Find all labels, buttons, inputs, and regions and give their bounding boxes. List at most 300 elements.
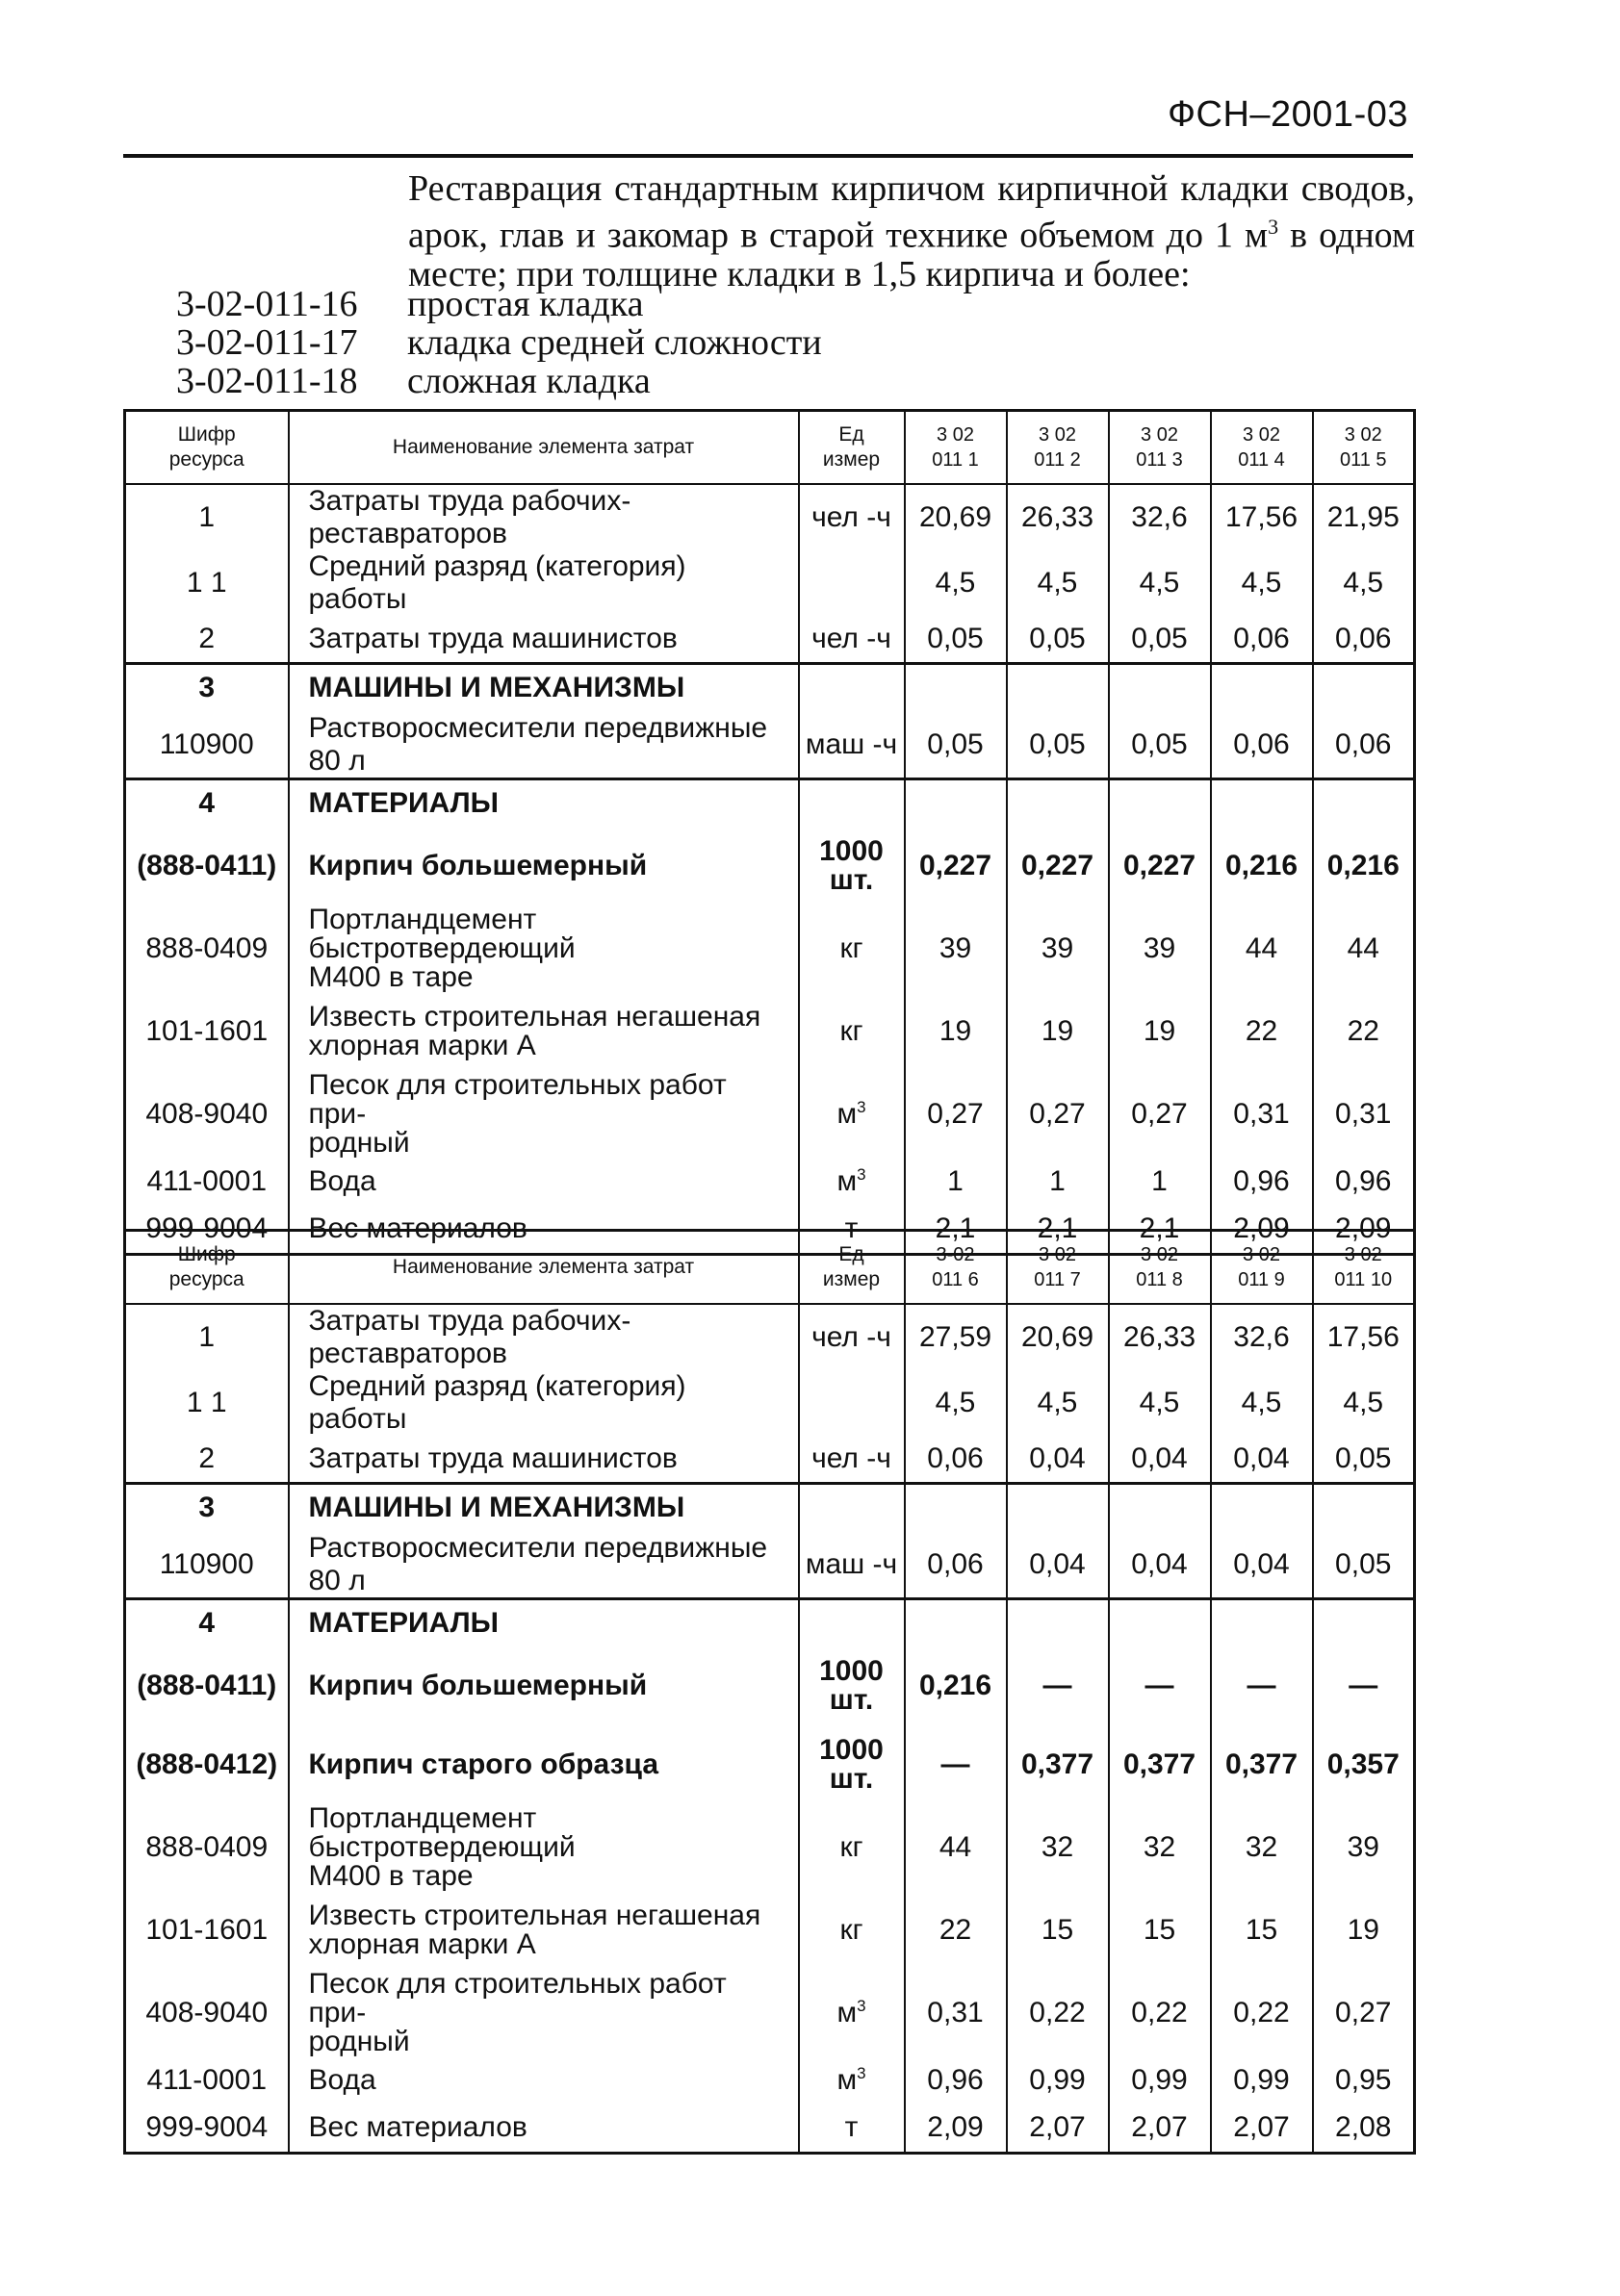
cell-resource-code: 1 bbox=[125, 484, 289, 550]
cell-value: 19 bbox=[1109, 992, 1211, 1071]
table-row bbox=[125, 1970, 1415, 2056]
cell-value: 2,09 bbox=[1211, 1206, 1313, 1254]
cell-value: 39 bbox=[905, 906, 1007, 992]
cell-unit-l2: шт. bbox=[829, 864, 874, 896]
cell-value: 0,06 bbox=[905, 1436, 1007, 1484]
cell-unit-text: чел -ч bbox=[811, 500, 891, 533]
cell-value: 0,227 bbox=[1109, 827, 1211, 906]
cell-name bbox=[289, 1970, 799, 2056]
header-norm-col bbox=[905, 411, 1007, 484]
cell-value: 1 bbox=[1007, 1158, 1109, 1206]
cell-unit-base: м bbox=[836, 1997, 858, 2028]
header-code bbox=[125, 1231, 289, 1304]
table-row bbox=[125, 1158, 1415, 1206]
table-row bbox=[125, 616, 1415, 664]
cell-value: 0,96 bbox=[1313, 1158, 1415, 1206]
cell-value: 32 bbox=[1007, 1804, 1109, 1891]
cell-value: 2,1 bbox=[1007, 1206, 1109, 1254]
table-row bbox=[125, 1646, 1415, 1725]
cell-name bbox=[289, 2105, 799, 2153]
cell-empty bbox=[1211, 778, 1313, 827]
cell-resource-code: 110900 bbox=[125, 1532, 289, 1599]
cell-name-text: Растворосмесители передвижные 80 л bbox=[308, 711, 768, 777]
resource-table-1 bbox=[123, 409, 1416, 1256]
cell-unit-text: кг bbox=[839, 1831, 863, 1863]
cell-name-text: Растворосмесители передвижные 80 л bbox=[308, 1531, 768, 1596]
cell-resource-code: 411-0001 bbox=[125, 1158, 289, 1206]
cell-unit-text: кг bbox=[839, 932, 863, 964]
cell-value: 0,377 bbox=[1211, 1725, 1313, 1804]
header-name: Наименование элемента затрат bbox=[289, 411, 799, 484]
cell-section-title: МАШИНЫ И МЕХАНИЗМЫ bbox=[289, 664, 799, 712]
cell-name-text: Затраты труда рабочих-реставраторов bbox=[308, 484, 631, 549]
header-norm-col-l1: 3 02 bbox=[1141, 1243, 1178, 1265]
document-code: ФСН–2001-03 bbox=[1168, 94, 1408, 135]
cell-section-title: МАШИНЫ И МЕХАНИЗМЫ bbox=[289, 1484, 799, 1532]
cell-value: 19 bbox=[1007, 992, 1109, 1071]
cell-value: 15 bbox=[1109, 1891, 1211, 1970]
cell-name-text: Затраты труда машинистов bbox=[308, 622, 678, 654]
cell-name bbox=[289, 992, 799, 1071]
cell-value: — bbox=[1007, 1646, 1109, 1725]
cell-unit-text: чел -ч bbox=[811, 1320, 891, 1353]
cell-value: 0,06 bbox=[905, 1532, 1007, 1599]
cell-empty bbox=[799, 778, 905, 827]
cell-name-l2: хлорная марки А bbox=[308, 1030, 536, 1061]
cell-resource-code: 1 1 bbox=[125, 550, 289, 616]
cell-value: 4,5 bbox=[905, 550, 1007, 616]
cell-value: 0,05 bbox=[905, 712, 1007, 779]
norm-code-row bbox=[176, 362, 822, 400]
cell-value: 15 bbox=[1211, 1891, 1313, 1970]
cell-value: 26,33 bbox=[1007, 484, 1109, 550]
cell-unit-text: чел -ч bbox=[811, 1441, 891, 1474]
cell-unit bbox=[799, 616, 905, 664]
cell-unit-l1: 1000 bbox=[819, 1734, 884, 1766]
cell-unit bbox=[799, 1532, 905, 1599]
cell-unit-base: м bbox=[836, 1098, 858, 1130]
cell-value: 0,04 bbox=[1007, 1436, 1109, 1484]
header-unit bbox=[799, 1231, 905, 1304]
cell-name-l1: Известь строительная негашеная bbox=[308, 1900, 761, 1931]
cell-value: — bbox=[905, 1725, 1007, 1804]
cell-unit-sup: 3 bbox=[857, 1997, 866, 2015]
table-row bbox=[125, 827, 1415, 906]
norm-code-label: кладка средней сложности bbox=[407, 322, 822, 363]
cell-resource-code: 110900 bbox=[125, 712, 289, 779]
cell-empty bbox=[1313, 1484, 1415, 1532]
norm-code-label: простая кладка bbox=[407, 284, 644, 324]
cell-unit-base: м bbox=[836, 2064, 858, 2096]
cell-empty bbox=[905, 778, 1007, 827]
cell-resource-code: 408-9040 bbox=[125, 1970, 289, 2056]
cell-value: 2,1 bbox=[1109, 1206, 1211, 1254]
header-code bbox=[125, 411, 289, 484]
cell-name bbox=[289, 616, 799, 664]
cell-empty bbox=[1313, 778, 1415, 827]
header-name: Наименование элемента затрат bbox=[289, 1231, 799, 1304]
cell-value: 1 bbox=[905, 1158, 1007, 1206]
cell-unit bbox=[799, 1725, 905, 1804]
cell-value: 2,07 bbox=[1109, 2105, 1211, 2153]
cell-unit-l1: 1000 bbox=[819, 1655, 884, 1687]
cell-empty bbox=[1313, 1598, 1415, 1646]
header-norm-col-l2: 011 1 bbox=[932, 448, 979, 471]
cell-resource-code: (888-0412) bbox=[125, 1725, 289, 1804]
cell-name bbox=[289, 1436, 799, 1484]
header-norm-col-l2: 011 3 bbox=[1136, 448, 1183, 471]
cell-value: 4,5 bbox=[1211, 1370, 1313, 1436]
cell-value: 0,27 bbox=[1313, 1970, 1415, 2056]
cell-value: 2,09 bbox=[905, 2105, 1007, 2153]
cell-name bbox=[289, 1725, 799, 1804]
cell-value: 0,05 bbox=[1007, 712, 1109, 779]
section-row bbox=[125, 1484, 1415, 1532]
cell-value: 44 bbox=[1313, 906, 1415, 992]
cell-unit-text: маш -ч bbox=[805, 727, 898, 760]
cell-empty bbox=[799, 664, 905, 712]
cell-name-l1: Портландцемент быстротвердеющий bbox=[308, 904, 576, 964]
table-row bbox=[125, 550, 1415, 616]
cell-unit bbox=[799, 1370, 905, 1436]
cell-value: 0,216 bbox=[1211, 827, 1313, 906]
norm-code-row bbox=[176, 285, 822, 323]
cell-value: 0,227 bbox=[1007, 827, 1109, 906]
cell-unit-text: кг bbox=[839, 1015, 863, 1047]
cell-name-text: Затраты труда машинистов bbox=[308, 1441, 678, 1474]
cell-unit-sup: 3 bbox=[857, 1098, 866, 1116]
cell-empty bbox=[799, 1484, 905, 1532]
header-unit-l2: измер bbox=[822, 1267, 881, 1290]
header-norm-col bbox=[1109, 1231, 1211, 1304]
cell-value: 0,06 bbox=[1313, 616, 1415, 664]
cell-empty bbox=[1007, 1598, 1109, 1646]
cell-value: 0,04 bbox=[1109, 1436, 1211, 1484]
cell-value: 0,27 bbox=[1007, 1071, 1109, 1158]
cell-name-l1: Песок для строительных работ при- bbox=[308, 1069, 727, 1130]
cell-value: 15 bbox=[1007, 1891, 1109, 1970]
cell-resource-code: (888-0411) bbox=[125, 1646, 289, 1725]
cell-value: 4,5 bbox=[1007, 1370, 1109, 1436]
table-header-row bbox=[125, 1231, 1415, 1304]
cell-unit-text: маш -ч bbox=[805, 1547, 898, 1580]
cell-resource-code: 3 bbox=[125, 664, 289, 712]
header-norm-col bbox=[1007, 1231, 1109, 1304]
cell-resource-code: 1 bbox=[125, 1304, 289, 1370]
cell-empty bbox=[1211, 1598, 1313, 1646]
section-row bbox=[125, 664, 1415, 712]
cell-unit-text: т bbox=[844, 2111, 859, 2144]
table-row bbox=[125, 906, 1415, 992]
cell-value: 0,04 bbox=[1211, 1532, 1313, 1599]
cell-empty bbox=[905, 1598, 1007, 1646]
cell-name-l2: хлорная марки А bbox=[308, 1928, 536, 1960]
cell-unit bbox=[799, 1304, 905, 1370]
cell-unit-sup: 3 bbox=[857, 2064, 866, 2082]
cell-name bbox=[289, 550, 799, 616]
cell-value: 39 bbox=[1313, 1804, 1415, 1891]
table-row bbox=[125, 1304, 1415, 1370]
cell-value: 27,59 bbox=[905, 1304, 1007, 1370]
cell-resource-code: 999-9004 bbox=[125, 1206, 289, 1254]
cell-name bbox=[289, 1158, 799, 1206]
cell-unit bbox=[799, 2056, 905, 2105]
cell-resource-code: (888-0411) bbox=[125, 827, 289, 906]
cell-empty bbox=[1007, 664, 1109, 712]
header-norm-col bbox=[1007, 411, 1109, 484]
cell-name-l2: родный bbox=[308, 1127, 410, 1159]
cell-name bbox=[289, 2056, 799, 2105]
header-code-l2: ресурса bbox=[168, 1267, 244, 1290]
table-row bbox=[125, 2056, 1415, 2105]
cell-resource-code: 1 1 bbox=[125, 1370, 289, 1436]
cell-unit bbox=[799, 992, 905, 1071]
header-norm-col-l1: 3 02 bbox=[1344, 1243, 1382, 1265]
cell-value: 0,04 bbox=[1007, 1532, 1109, 1599]
cell-value: 4,5 bbox=[1007, 550, 1109, 616]
cell-unit bbox=[799, 1158, 905, 1206]
cell-value: 0,04 bbox=[1109, 1532, 1211, 1599]
cell-value: 0,05 bbox=[1313, 1436, 1415, 1484]
norm-code: 3-02-011-18 bbox=[176, 361, 358, 401]
cell-value: 0,06 bbox=[1211, 712, 1313, 779]
cell-value: 0,95 bbox=[1313, 2056, 1415, 2105]
header-norm-col-l2: 011 6 bbox=[932, 1268, 979, 1290]
intro-text-b: в одном месте; при толщине кладки в 1,5 кирпича и более: bbox=[408, 215, 1415, 294]
resource-table-2 bbox=[123, 1229, 1416, 2155]
cell-name-text: Вода bbox=[308, 1165, 376, 1197]
cell-value: 0,05 bbox=[1109, 616, 1211, 664]
section-row bbox=[125, 778, 1415, 827]
cell-value: 0,99 bbox=[1211, 2056, 1313, 2105]
cell-value: 22 bbox=[905, 1891, 1007, 1970]
cell-empty bbox=[1109, 1598, 1211, 1646]
cell-unit bbox=[799, 1891, 905, 1970]
cell-unit bbox=[799, 712, 905, 779]
cell-value: 0,31 bbox=[905, 1970, 1007, 2056]
cell-empty bbox=[1007, 778, 1109, 827]
cell-name-text: Кирпич большемерный bbox=[308, 1670, 648, 1701]
table-row bbox=[125, 992, 1415, 1071]
cell-value: 0,04 bbox=[1211, 1436, 1313, 1484]
header-rule bbox=[123, 154, 1413, 158]
cell-value: 4,5 bbox=[1211, 550, 1313, 616]
cell-value: 0,27 bbox=[905, 1071, 1007, 1158]
cell-value: 39 bbox=[1109, 906, 1211, 992]
norm-code-label: сложная кладка bbox=[407, 361, 651, 401]
cell-value: 0,377 bbox=[1109, 1725, 1211, 1804]
header-norm-col bbox=[1313, 1231, 1415, 1304]
cell-value: 0,22 bbox=[1007, 1970, 1109, 2056]
header-norm-col-l1: 3 02 bbox=[1243, 423, 1280, 446]
cell-value: 32,6 bbox=[1211, 1304, 1313, 1370]
cell-value: 0,357 bbox=[1313, 1725, 1415, 1804]
cell-name-text: Средний разряд (категория) работы bbox=[308, 549, 686, 615]
cell-value: 0,05 bbox=[905, 616, 1007, 664]
cell-value: 2,07 bbox=[1211, 2105, 1313, 2153]
header-norm-col-l2: 011 4 bbox=[1238, 448, 1285, 471]
cell-value: 4,5 bbox=[1313, 1370, 1415, 1436]
cell-resource-code: 4 bbox=[125, 778, 289, 827]
cell-value: 22 bbox=[1211, 992, 1313, 1071]
cell-value: 0,377 bbox=[1007, 1725, 1109, 1804]
cell-unit bbox=[799, 484, 905, 550]
cell-value: 0,227 bbox=[905, 827, 1007, 906]
cell-value: 20,69 bbox=[1007, 1304, 1109, 1370]
header-norm-col-l1: 3 02 bbox=[1039, 1243, 1076, 1265]
cell-name-l1: Портландцемент быстротвердеющий bbox=[308, 1802, 576, 1863]
cell-name bbox=[289, 1304, 799, 1370]
header-code-l2: ресурса bbox=[168, 447, 244, 471]
cell-name bbox=[289, 906, 799, 992]
cell-section-title: МАТЕРИАЛЫ bbox=[289, 778, 799, 827]
cell-value: 2,07 bbox=[1007, 2105, 1109, 2153]
norm-code: 3-02-011-17 bbox=[176, 322, 358, 363]
cell-unit-text: кг bbox=[839, 1914, 863, 1946]
cell-resource-code: 101-1601 bbox=[125, 992, 289, 1071]
cell-value: 0,05 bbox=[1007, 616, 1109, 664]
cell-name-text: Кирпич старого образца bbox=[308, 1748, 659, 1780]
cell-unit bbox=[799, 1646, 905, 1725]
header-norm-col-l2: 011 5 bbox=[1339, 448, 1387, 471]
cell-empty bbox=[1313, 664, 1415, 712]
table-row bbox=[125, 1891, 1415, 1970]
cell-unit bbox=[799, 1970, 905, 2056]
table-row bbox=[125, 2105, 1415, 2153]
header-norm-col-l2: 011 9 bbox=[1238, 1268, 1285, 1290]
header-norm-col-l1: 3 02 bbox=[937, 423, 974, 446]
header-norm-col bbox=[905, 1231, 1007, 1304]
cell-unit-l1: 1000 bbox=[819, 835, 884, 867]
cell-name bbox=[289, 827, 799, 906]
table-row bbox=[125, 712, 1415, 779]
cell-name bbox=[289, 1891, 799, 1970]
cell-value: 17,56 bbox=[1313, 1304, 1415, 1370]
header-unit-l2: измер bbox=[822, 447, 881, 471]
cell-name bbox=[289, 1370, 799, 1436]
cell-resource-code: 3 bbox=[125, 1484, 289, 1532]
cell-resource-code: 101-1601 bbox=[125, 1891, 289, 1970]
cell-section-title: МАТЕРИАЛЫ bbox=[289, 1598, 799, 1646]
cell-value: 0,06 bbox=[1211, 616, 1313, 664]
cell-resource-code: 408-9040 bbox=[125, 1071, 289, 1158]
cell-value: 39 bbox=[1007, 906, 1109, 992]
cell-value: — bbox=[1211, 1646, 1313, 1725]
cell-value: 2,08 bbox=[1313, 2105, 1415, 2153]
cell-empty bbox=[1211, 1484, 1313, 1532]
header-code-l1: Шифр bbox=[177, 1242, 236, 1265]
cell-value: — bbox=[1109, 1646, 1211, 1725]
cell-value: 21,95 bbox=[1313, 484, 1415, 550]
header-norm-col-l2: 011 10 bbox=[1334, 1268, 1393, 1290]
table-row bbox=[125, 1725, 1415, 1804]
cell-value: 4,5 bbox=[1313, 550, 1415, 616]
cell-value: 4,5 bbox=[1109, 1370, 1211, 1436]
cell-value: 0,27 bbox=[1109, 1071, 1211, 1158]
header-norm-col bbox=[1109, 411, 1211, 484]
cell-unit-stack bbox=[806, 1736, 898, 1794]
cell-value: 0,216 bbox=[905, 1646, 1007, 1725]
cell-unit bbox=[799, 1436, 905, 1484]
cell-value: 0,31 bbox=[1211, 1071, 1313, 1158]
table-row bbox=[125, 1436, 1415, 1484]
norm-code-list bbox=[176, 285, 822, 400]
cell-unit bbox=[799, 550, 905, 616]
cell-name bbox=[289, 712, 799, 779]
table-row bbox=[125, 1071, 1415, 1158]
cell-name bbox=[289, 1532, 799, 1599]
cell-value: 32,6 bbox=[1109, 484, 1211, 550]
cell-empty bbox=[1211, 664, 1313, 712]
cell-unit bbox=[799, 827, 905, 906]
header-norm-col bbox=[1313, 411, 1415, 484]
cell-value: 0,22 bbox=[1211, 1970, 1313, 2056]
cell-name-l2: М400 в таре bbox=[308, 1860, 474, 1892]
cell-value: 0,99 bbox=[1109, 2056, 1211, 2105]
cell-empty bbox=[905, 664, 1007, 712]
cell-value: 44 bbox=[905, 1804, 1007, 1891]
cell-value: — bbox=[1313, 1646, 1415, 1725]
table-row bbox=[125, 1532, 1415, 1599]
cell-resource-code: 999-9004 bbox=[125, 2105, 289, 2153]
cell-name bbox=[289, 1646, 799, 1725]
cell-unit-stack bbox=[806, 837, 898, 895]
cell-name-l2: М400 в таре bbox=[308, 961, 474, 993]
cell-empty bbox=[1109, 664, 1211, 712]
cell-unit-text: т bbox=[844, 1212, 859, 1245]
cell-value: 2,1 bbox=[905, 1206, 1007, 1254]
cell-unit-base: м bbox=[836, 1165, 858, 1197]
cell-value: 4,5 bbox=[1109, 550, 1211, 616]
cell-value: 0,99 bbox=[1007, 2056, 1109, 2105]
header-unit-l1: Ед bbox=[838, 422, 864, 446]
cell-unit bbox=[799, 2105, 905, 2153]
cell-resource-code: 2 bbox=[125, 1436, 289, 1484]
cell-unit-sup: 3 bbox=[857, 1165, 866, 1184]
cell-unit bbox=[799, 1071, 905, 1158]
cell-unit-l2: шт. bbox=[829, 1763, 874, 1795]
header-norm-col-l1: 3 02 bbox=[1039, 423, 1076, 446]
cell-value: 32 bbox=[1211, 1804, 1313, 1891]
cell-empty bbox=[905, 1484, 1007, 1532]
cell-value: 0,96 bbox=[905, 2056, 1007, 2105]
cell-value: 20,69 bbox=[905, 484, 1007, 550]
norm-code: 3-02-011-16 bbox=[176, 284, 358, 324]
cell-name-text: Затраты труда рабочих-реставраторов bbox=[308, 1304, 631, 1369]
header-norm-col-l2: 011 2 bbox=[1034, 448, 1081, 471]
header-unit bbox=[799, 411, 905, 484]
header-norm-col-l1: 3 02 bbox=[1141, 423, 1178, 446]
norm-code-row bbox=[176, 323, 822, 362]
cell-resource-code: 4 bbox=[125, 1598, 289, 1646]
cell-value: 0,216 bbox=[1313, 827, 1415, 906]
table-header-row bbox=[125, 411, 1415, 484]
header-norm-col-l2: 011 8 bbox=[1136, 1268, 1183, 1290]
cell-name bbox=[289, 1804, 799, 1891]
cell-name bbox=[289, 1071, 799, 1158]
header-norm-col-l1: 3 02 bbox=[1243, 1243, 1280, 1265]
cell-resource-code: 888-0409 bbox=[125, 1804, 289, 1891]
intro-text-a: Реставрация стандартным кирпичом кирпичной кладки сводов, арок, глав и закомар в старой технике объемом до 1 м bbox=[408, 168, 1415, 256]
header-code-l1: Шифр bbox=[177, 422, 236, 446]
cell-name-l1: Песок для строительных работ при- bbox=[308, 1968, 727, 2028]
cell-unit-stack bbox=[806, 1657, 898, 1715]
header-norm-col bbox=[1211, 1231, 1313, 1304]
cell-name-text: Вес материалов bbox=[308, 2111, 527, 2144]
cell-resource-code: 2 bbox=[125, 616, 289, 664]
cell-name bbox=[289, 484, 799, 550]
intro-sup: 3 bbox=[1268, 215, 1279, 239]
